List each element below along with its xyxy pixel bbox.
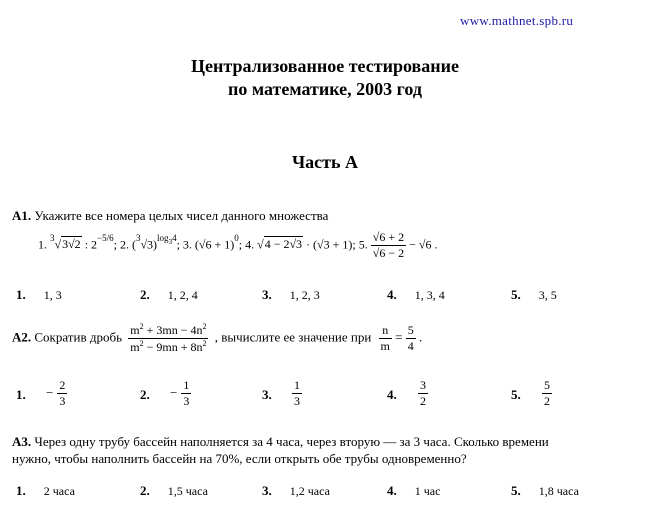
expr-item-number: 4. (245, 237, 255, 252)
answer-option[interactable]: 4. 1, 3, 4 (387, 287, 445, 302)
answer-value: $\frac{1}{3}$ (294, 378, 300, 408)
answer-option[interactable]: 2. 1, 2, 4 (140, 287, 198, 302)
expr-item-number: 1. (38, 237, 47, 252)
question-a1 (12, 208, 328, 224)
answer-option[interactable]: 2. 1,5 часа (140, 483, 208, 498)
answer-value: − $\frac{2}{3}$ (46, 378, 66, 408)
answer-value: − $\frac{1}{3}$ (170, 378, 190, 408)
expr-item-number: 3. (182, 237, 192, 252)
question-text-after: , вычислите ее значение при (214, 329, 372, 345)
answer-option[interactable]: 3. 1,2 часа (262, 483, 330, 498)
expr-item-number: 2. (119, 237, 129, 252)
question-number: А2. (12, 329, 32, 345)
answer-value: $\frac{5}{2}$ (544, 378, 550, 408)
question-a1-expression: 1. $^3$√3√2 : $2^{-5/6}$; 2. $(^3√3)^{log_34}$; 3. $(√6 + 1)^0$; 4. √4 − 2√3 · (√3 + 1); 5. $\frac{√6 + 2}{√6 - 2}$ − √6 . (38, 230, 438, 260)
answer-option[interactable]: 4. (387, 387, 397, 402)
fraction-expression: $\frac{m^2 + 3mn - 4n^2}{m^2 - 9mn + 8n^2}$ (130, 322, 207, 354)
answer-option[interactable]: 5. 1,8 часа (511, 483, 579, 498)
answer-option[interactable]: 1. 2 часа (16, 483, 75, 498)
question-text-line1: Через одну трубу бассейн наполняется за 4 часа, через вторую — за 3 часа. Сколько времени (34, 434, 549, 449)
part-heading: Часть А (291, 152, 359, 172)
answer-option[interactable]: 5. (511, 387, 521, 402)
page-title-line2: по математике, 2003 год (228, 79, 422, 99)
page-title-line1: Централизованное тестирование (191, 56, 459, 76)
question-number: А1. (12, 208, 32, 223)
site-url[interactable]: www.mathnet.spb.ru (460, 13, 574, 28)
answer-option[interactable]: 3. 1, 2, 3 (262, 287, 320, 302)
answer-option[interactable]: 1. 1, 3 (16, 287, 62, 302)
answer-option[interactable]: 5. 3, 5 (511, 287, 557, 302)
question-a3 (12, 433, 642, 467)
answer-option[interactable]: 2. (140, 387, 150, 402)
question-number: А3. (12, 434, 32, 449)
answer-option[interactable]: 3. (262, 387, 272, 402)
question-text-before: Сократив дробь (34, 329, 122, 345)
answer-option[interactable]: 1. (16, 387, 26, 402)
question-a1-answers (0, 286, 650, 306)
expr-item-number: 5. (358, 237, 368, 252)
answer-value: $\frac{3}{2}$ (420, 378, 426, 408)
question-text: Укажите все номера целых чисел данного множества (34, 208, 329, 223)
question-a2-answers (0, 378, 650, 418)
question-text-line2: нужно, чтобы наполнить бассейн на 70%, если открыть обе трубы одновременно? (12, 451, 467, 466)
question-a3-answers (0, 482, 650, 502)
answer-option[interactable]: 4. 1 час (387, 483, 441, 498)
question-a2: А2. Сократив дробь $\frac{m^2 + 3mn - 4n^2}{m^2 - 9mn + 8n^2}$ , вычислите ее значение при $\frac{n}{m}$ = $\frac{5}{4}$ . (12, 322, 423, 354)
